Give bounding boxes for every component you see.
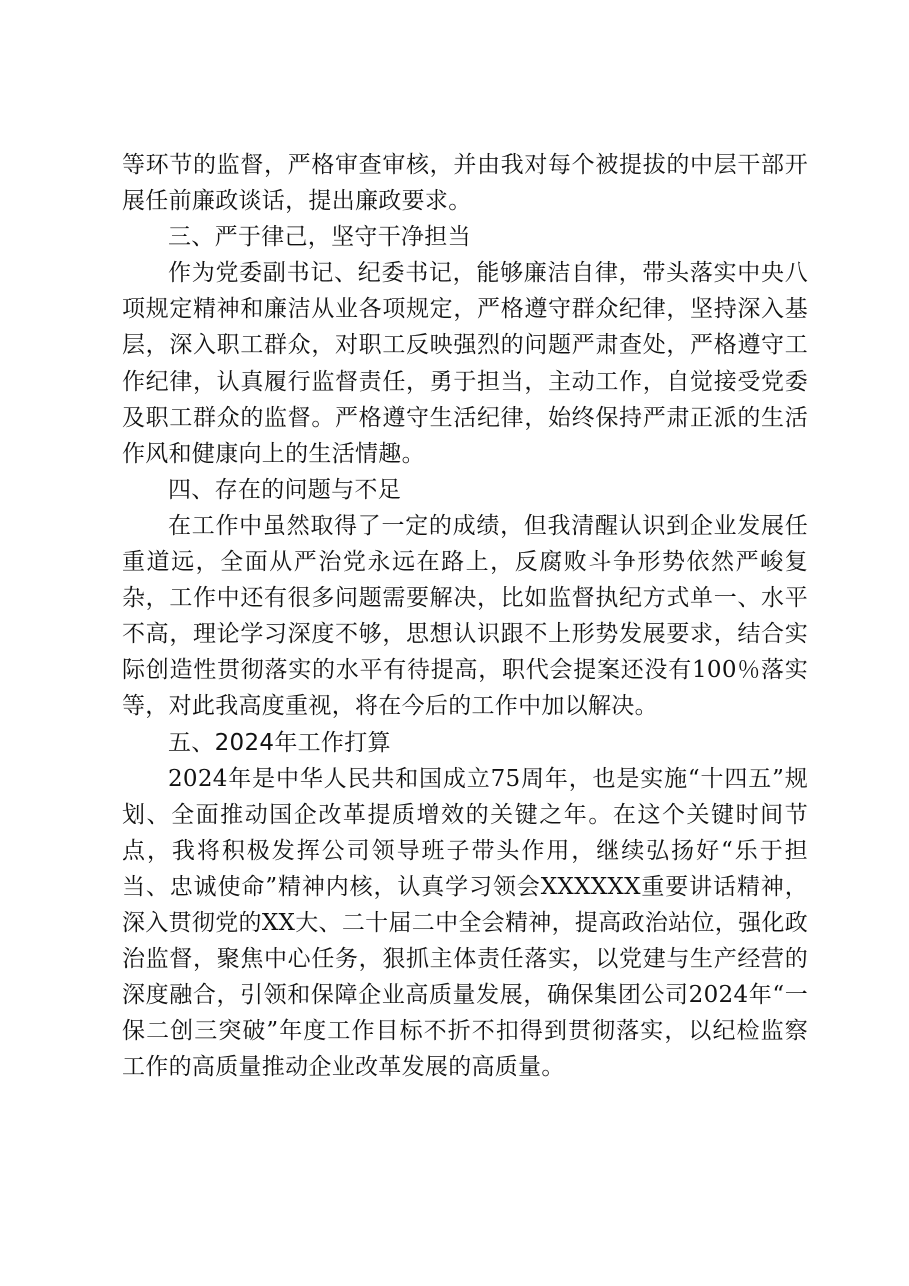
section-heading-four: 四、存在的问题与不足 (168, 476, 401, 503)
paragraph-self-discipline: 作为党委副书记、纪委书记，能够廉洁自律，带头落实中央八项规定精神和廉洁从业各项规定，严格遵守群众纪律，坚持深入基层，深入职工群众，对职工反映强烈的问题严肃查处，严格遵守工作纪律，认真履行监督责任，勇于担当，主动工作，自觉接受党委及职工群众的监督。严格遵守生活纪律，始终保持严肃正派的生活作风和健康向上的生活情趣。 (122, 260, 808, 467)
paragraph-problems: 在工作中虽然取得了一定的成绩，但我清醒认识到企业发展任重道远，全面从严治党永远在路上，反腐败斗争形势依然严峻复杂，工作中还有很多问题需要解决，比如监督执纪方式单一、水平不高，理论学习深度不够，思想认识跟不上形势发展要求，结合实际创造性贯彻落实的水平有待提高，职代会提案还没有100％落实等，对此我高度重视，将在今后的工作中加以解决。 (122, 512, 808, 720)
paragraph-work-plan: 2024年是中华人民共和国成立75周年，也是实施“十四五”规划、全面推动国企改革提质增效的关键之年。在这个关键时间节点，我将积极发挥公司领导班子带头作用，继续弘扬好“乐于担当、忠诚使命”精神内核，认真学习领会XXXXXX重要讲话精神，深入贯彻党的XX大、二十届二中全会精神，提高政治站位，强化政治监督，聚焦中心任务，狠抓主体责任落实，以党建与生产经营的深度融合，引领和保障企业高质量发展，确保集团公司2024年“一保二创三突破”年度工作目标不折不扣得到贯彻落实，以纪检监察工作的高质量推动企业改革发展的高质量。 (122, 765, 808, 1081)
section-heading-three: 三、严于律己，坚守干净担当 (168, 224, 471, 251)
document-body (122, 147, 808, 1085)
section-heading-five: 五、2024年工作打算 (168, 729, 391, 756)
paragraph-continuation: 等环节的监督，严格审查审核，并由我对每个被提拔的中层干部开展任前廉政谈话，提出廉政要求。 (122, 152, 808, 215)
